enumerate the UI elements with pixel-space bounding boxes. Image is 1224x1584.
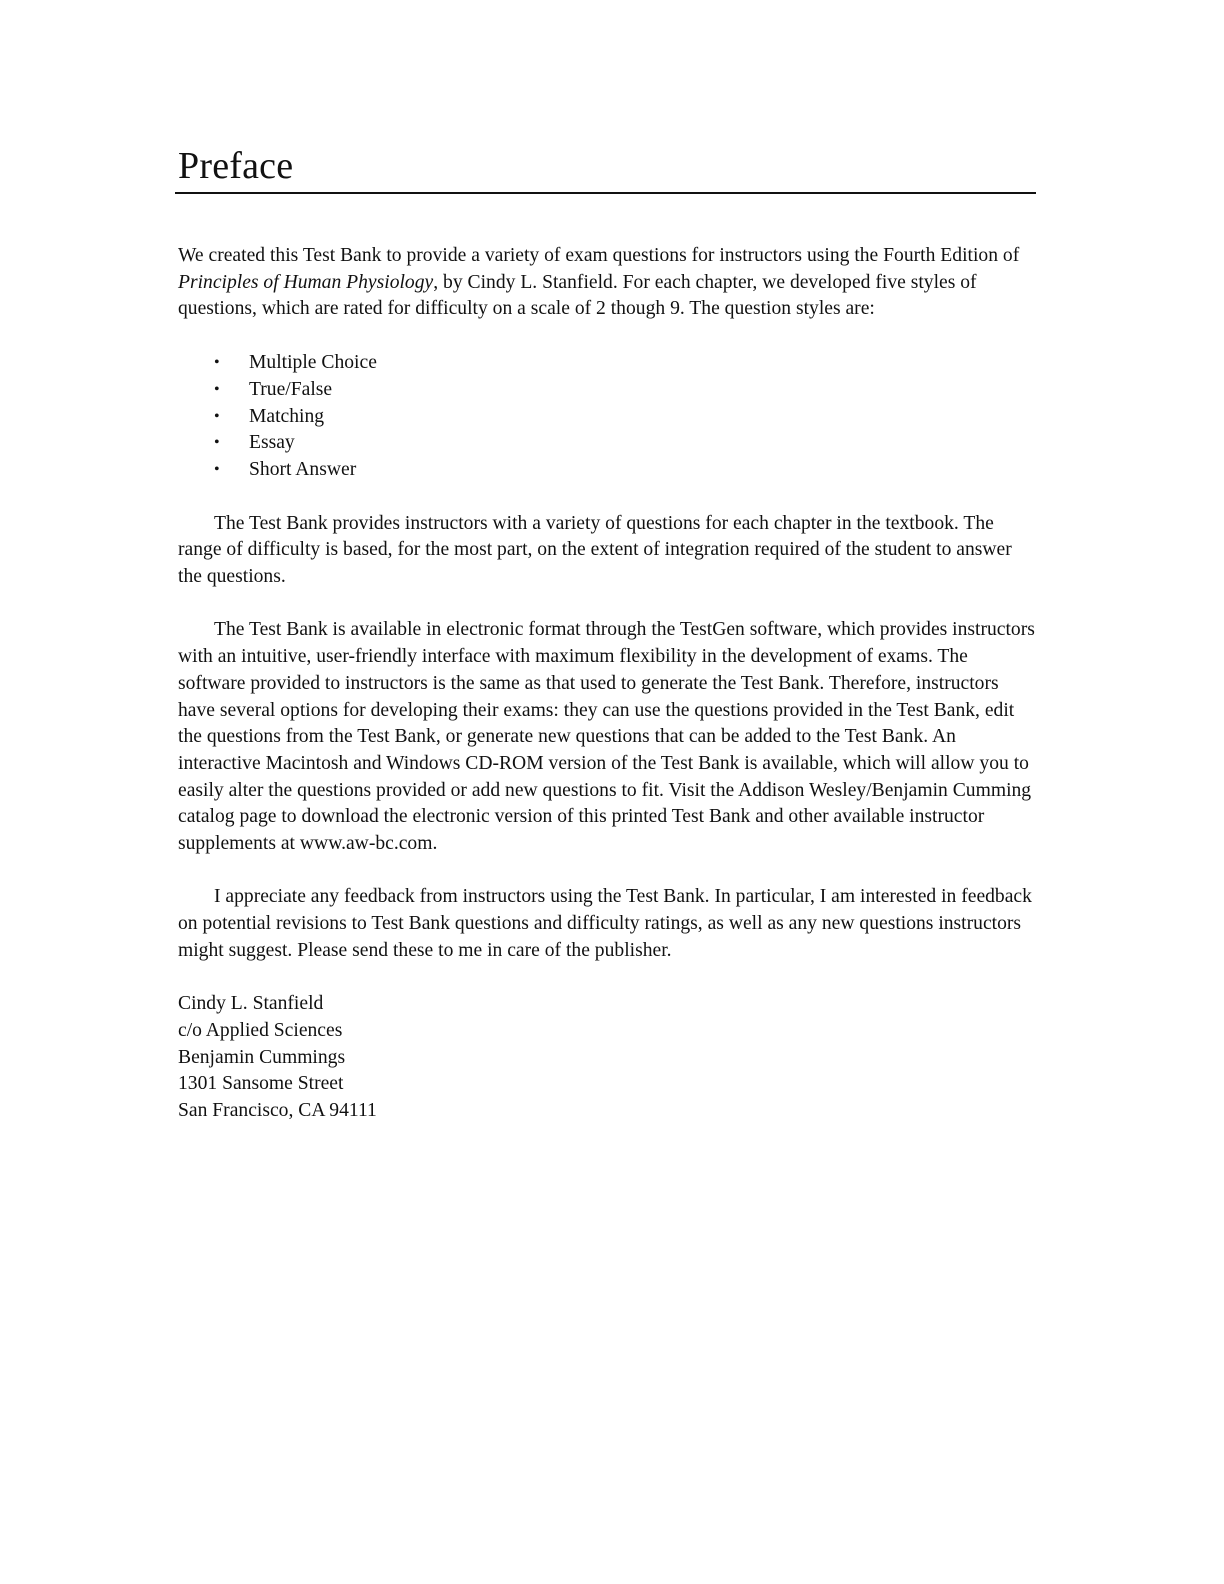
list-item-label: True/False [249,378,333,400]
bullet-icon: • [214,380,220,398]
intro-text-start: We created this Test Bank to provide a variety of exam questions for instructors using the Fourth Edition of [178,245,1020,266]
intro-text-end: , by Cindy L. Stanfield. For each chapter, we developed five styles of questions, which are rated for difficulty on a scale of 2 though 9. The question styles are: [178,271,977,320]
bullet-icon: • [214,354,220,372]
list-item-label: Short Answer [249,458,357,480]
bullet-icon: • [214,434,220,452]
signature-publisher: Benjamin Cummings [178,1046,346,1068]
paragraph-testgen: The Test Bank is available in electronic format through the TestGen software, which provides instructors with an intuitive, user-friendly interface with maximum flexibility in the development of exams. The software provided to instructors is the same as that used to generate the Test Bank. Therefore, instructors have several options for developing their exams: they can use the questions provided in the Test Bank, edit the questions from the Test Bank, or generate new questions that can be added to the Test Bank. An interactive Macintosh and Windows CD-ROM version of the Test Bank is available, which will allow you to easily alter the questions provided or add new questions to fit. Visit the Addison Wesley/Benjamin Cumming catalog page to download the electronic version of this printed Test Bank and other available instructor supplements at www.aw-bc.com. [178,619,1035,855]
list-item [178,404,1038,431]
page-title: Preface [178,145,294,187]
list-item [178,457,1038,484]
signature-department: c/o Applied Sciences [178,1019,343,1041]
intro-paragraph [178,243,1038,323]
list-item [178,430,1038,457]
document-page [178,140,1038,1125]
list-item [178,377,1038,404]
signature-block [178,991,1038,1125]
signature-street: 1301 Sansome Street [178,1073,344,1095]
paragraph-spacer [178,858,1038,885]
paragraph-spacer [178,965,1038,992]
bullet-icon: • [214,407,220,425]
title-underline [175,192,1036,194]
question-styles-list [178,350,1038,484]
list-item-label: Essay [249,432,295,454]
list-item [178,350,1038,377]
signature-name: Cindy L. Stanfield [178,993,324,1015]
bullet-icon: • [214,460,220,478]
list-item-label: Multiple Choice [249,352,377,374]
book-title: Principles of Human Physiology [178,271,434,293]
paragraph-feedback: I appreciate any feedback from instructors using the Test Bank. In particular, I am interested in feedback on potential revisions to Test Bank questions and difficulty ratings, as well as any new questions instructors might suggest. Please send these to me in care of the publisher. [178,886,1032,961]
paragraph-difficulty: The Test Bank provides instructors with a variety of questions for each chapter in the textbook. The range of difficulty is based, for the most part, on the extent of integration required of the student to answer the questions. [178,512,1012,588]
list-item-label: Matching [249,405,325,427]
signature-city: San Francisco, CA 94111 [178,1100,377,1122]
paragraph-spacer [178,591,1038,618]
